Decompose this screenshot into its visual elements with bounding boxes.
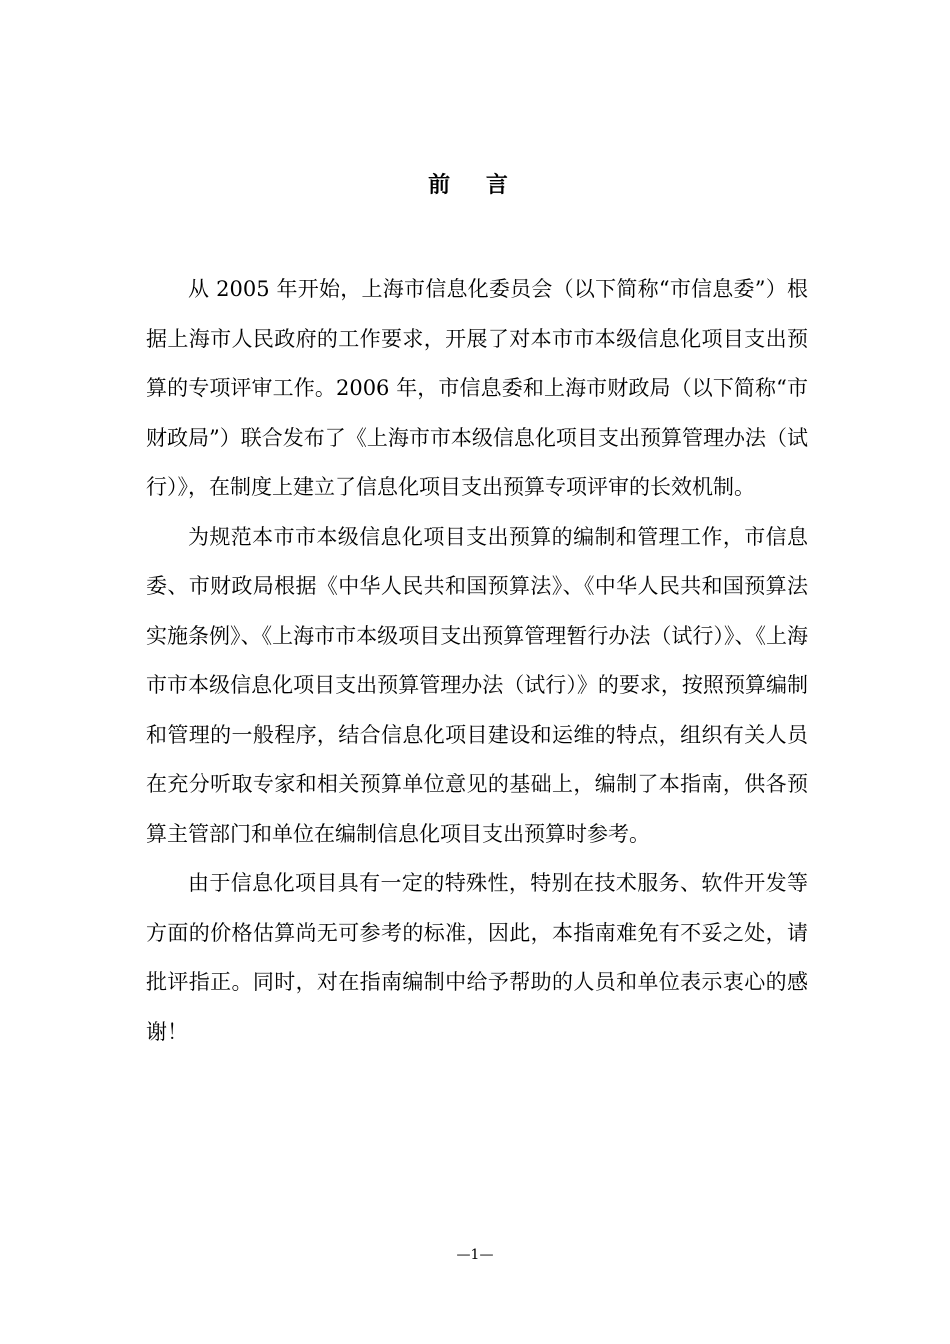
- page-title: 前 言: [428, 172, 522, 198]
- page-number: —1—: [456, 1247, 494, 1263]
- paragraph-1: 从 2005 年开始，上海市信息化委员会（以下简称“市信息委”）根据上海市人民政府的工作要求，开展了对本市市本级信息化项目支出预算的专项评审工作。2006 年，市信息委和上海市财政局（以下简称“市财政局”）联合发布了《上海市市本级信息化项目支出预算管理办法（试行）》，在制度上建立了信息化项目支出预算专项评审的长效机制。: [146, 277, 808, 499]
- paragraph-2: 为规范本市市本级信息化项目支出预算的编制和管理工作，市信息委、市财政局根据《中华人民共和国预算法》、《中华人民共和国预算法实施条例》、《上海市市本级项目支出预算管理暂行办法（试行）》、《上海市市本级信息化项目支出预算管理办法（试行）》的要求，按照预算编制和管理的一般程序，结合信息化项目建设和运维的特点，组织有关人员在充分听取专家和相关预算单位意见的基础上，编制了本指南，供各预算主管部门和单位在编制信息化项目支出预算时参考。: [146, 524, 808, 846]
- paragraph-3: 由于信息化项目具有一定的特殊性，特别在技术服务、软件开发等方面的价格估算尚无可参考的标准，因此，本指南难免有不妥之处，请批评指正。同时，对在指南编制中给予帮助的人员和单位表示衷心的感谢！: [146, 871, 808, 1044]
- preface-body: [146, 265, 808, 1057]
